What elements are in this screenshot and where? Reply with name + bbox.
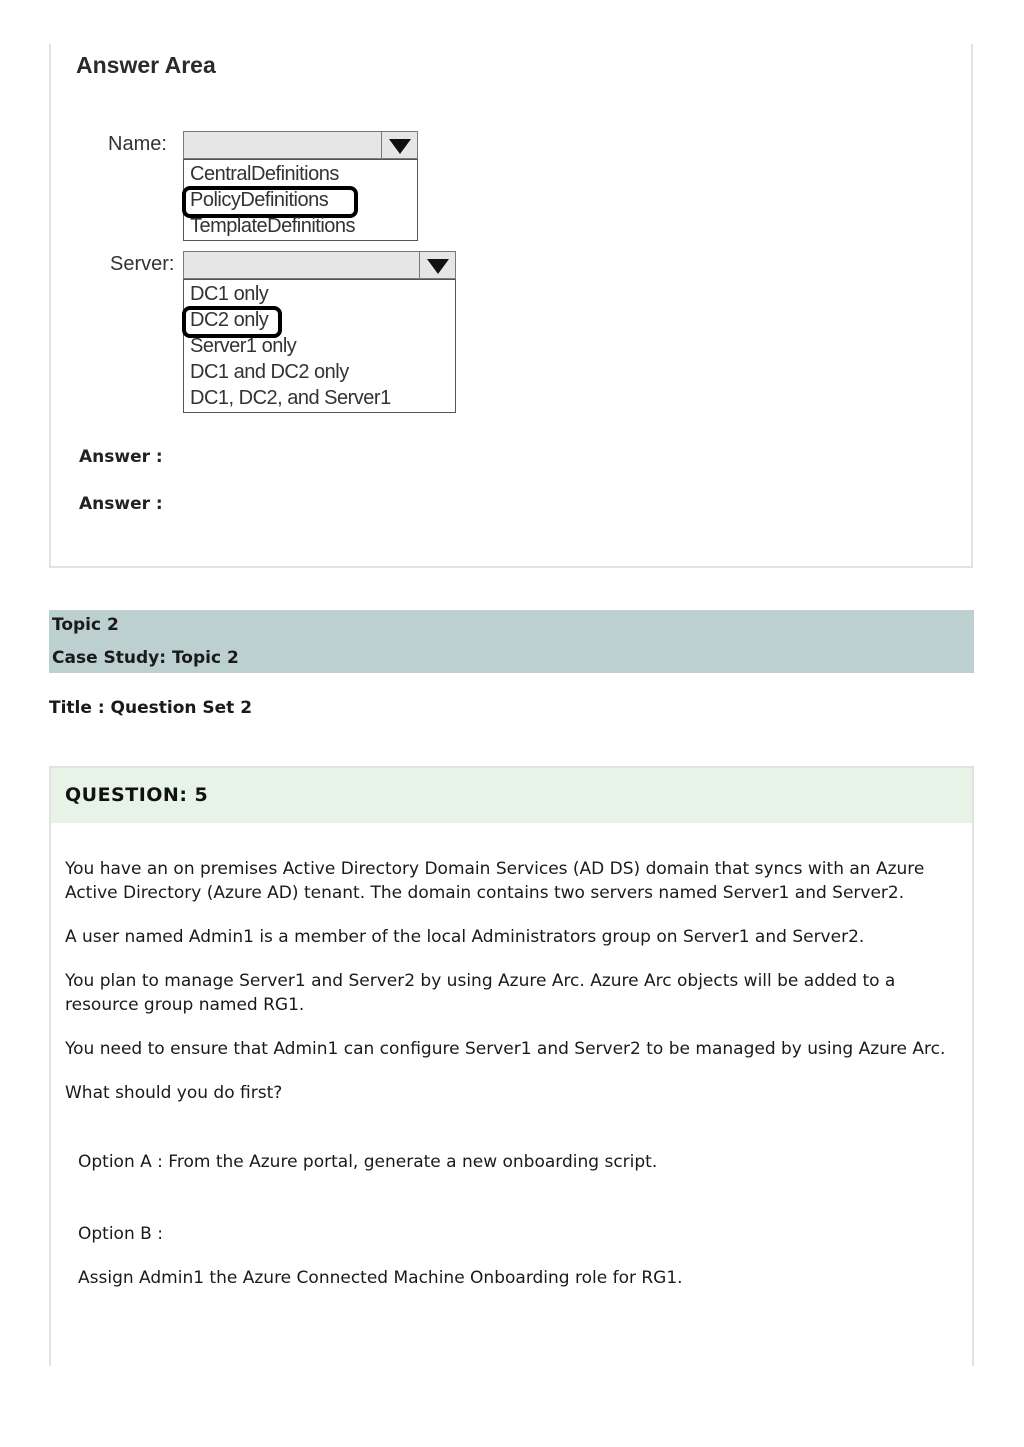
question-title: QUESTION: 5 — [65, 784, 209, 806]
chevron-down-icon[interactable] — [419, 252, 455, 278]
option-b-label[interactable]: Option B : — [78, 1224, 163, 1244]
answer-area-panel — [49, 44, 973, 568]
option-b-text: Assign Admin1 the Azure Connected Machine Onboarding role for RG1. — [78, 1268, 683, 1288]
server-label: Server: — [110, 253, 175, 275]
answer-area-title: Answer Area — [76, 52, 216, 78]
option-a[interactable]: Option A : From the Azure portal, generate a new onboarding script. — [78, 1152, 658, 1172]
server-option-server1[interactable]: Server1 only — [190, 335, 297, 357]
name-option-template[interactable]: TemplateDefinitions — [190, 215, 356, 237]
question-set-title: Title : Question Set 2 — [49, 698, 253, 718]
name-option-policy-selected[interactable]: PolicyDefinitions — [184, 187, 417, 213]
question-prompt: What should you do first? — [65, 1083, 283, 1103]
server-option-dc1-dc2[interactable]: DC1 and DC2 only — [190, 361, 349, 383]
server-dropdown[interactable] — [183, 251, 456, 279]
question-header — [51, 768, 972, 823]
server-option-dc2-selected[interactable]: DC2 only — [184, 307, 455, 333]
question-paragraph: A user named Admin1 is a member of the local Administrators group on Server1 and Server2. — [65, 927, 865, 947]
case-study-label: Case Study: Topic 2 — [52, 648, 239, 668]
name-option-central[interactable]: CentralDefinitions — [190, 163, 339, 185]
server-option-all[interactable]: DC1, DC2, and Server1 — [190, 387, 391, 409]
question-paragraph: You have an on premises Active Directory Domain Services (AD DS) domain that syncs with an Azure Active Directory (Azure AD) tenant. The domain contains two servers named Server1 and Server2. — [65, 859, 925, 903]
name-label: Name: — [108, 133, 167, 155]
topic-band — [49, 610, 974, 673]
server-option-list — [183, 279, 456, 413]
question-paragraph: You need to ensure that Admin1 can configure Server1 and Server2 to be managed by using Azure Arc. — [65, 1039, 946, 1059]
question-paragraph: You plan to manage Server1 and Server2 by using Azure Arc. Azure Arc objects will be added to a resource group named RG1. — [65, 971, 896, 1015]
name-option-list — [183, 159, 418, 241]
answer-label: Answer : — [79, 494, 163, 514]
answer-label: Answer : — [79, 447, 163, 467]
chevron-down-icon[interactable] — [381, 132, 417, 158]
name-dropdown[interactable] — [183, 131, 418, 159]
server-option-dc1[interactable]: DC1 only — [190, 283, 269, 305]
question-panel — [49, 766, 974, 1366]
topic-label: Topic 2 — [52, 615, 119, 635]
